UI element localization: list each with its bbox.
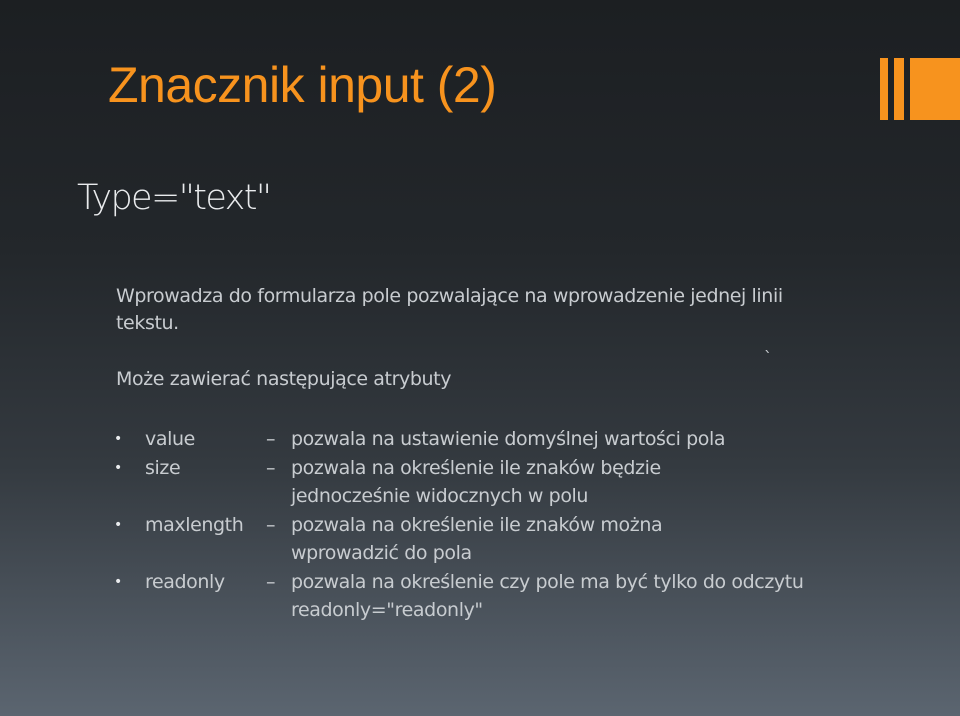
description-line: pozwala na określenie czy pole ma być tylko do odczytu (291, 570, 804, 593)
attribute-name: readonly (145, 570, 225, 593)
attribute-name: maxlength (145, 513, 244, 536)
accent-bar (894, 58, 904, 120)
description-line: wprowadzić do pola (291, 542, 472, 564)
description-line: jednocześnie widocznych w polu (291, 485, 589, 507)
description-line: pozwala na określenie ile znaków można (291, 513, 663, 536)
description-line: readonly="readonly" (291, 599, 483, 621)
attribute-description (291, 425, 914, 454)
attribute-item (114, 425, 914, 454)
dash-icon: – (266, 570, 276, 593)
slide-title: Znacznik input (2) (108, 57, 497, 113)
attribute-description (291, 454, 914, 511)
slide-subtitle: Type="text" (77, 178, 271, 218)
stray-mark: ` (764, 348, 772, 367)
accent-bar (880, 58, 888, 120)
accent-bar (910, 58, 960, 120)
attribute-description (291, 568, 914, 625)
attribute-name: size (145, 456, 181, 479)
attribute-description (291, 511, 914, 568)
description-line: pozwala na ustawienie domyślnej wartości pola (291, 428, 726, 450)
bullet-icon: • (114, 459, 122, 476)
attributes-intro: Może zawierać następujące atrybuty (116, 368, 452, 390)
dash-icon: – (266, 513, 276, 536)
intro-paragraph: Wprowadza do formularza pole pozwalające na wprowadzenie jednej linii tekstu. (116, 285, 783, 334)
attribute-item (114, 454, 914, 511)
description-line: pozwala na określenie ile znaków będzie (291, 456, 661, 479)
attribute-item (114, 568, 914, 625)
dash-icon: – (266, 428, 276, 450)
dash-icon: – (266, 456, 276, 479)
attribute-list (114, 425, 914, 625)
attribute-name: value (145, 428, 195, 450)
bullet-icon: • (114, 573, 122, 590)
bullet-icon: • (114, 431, 122, 447)
bullet-icon: • (114, 516, 122, 533)
attribute-item (114, 511, 914, 568)
